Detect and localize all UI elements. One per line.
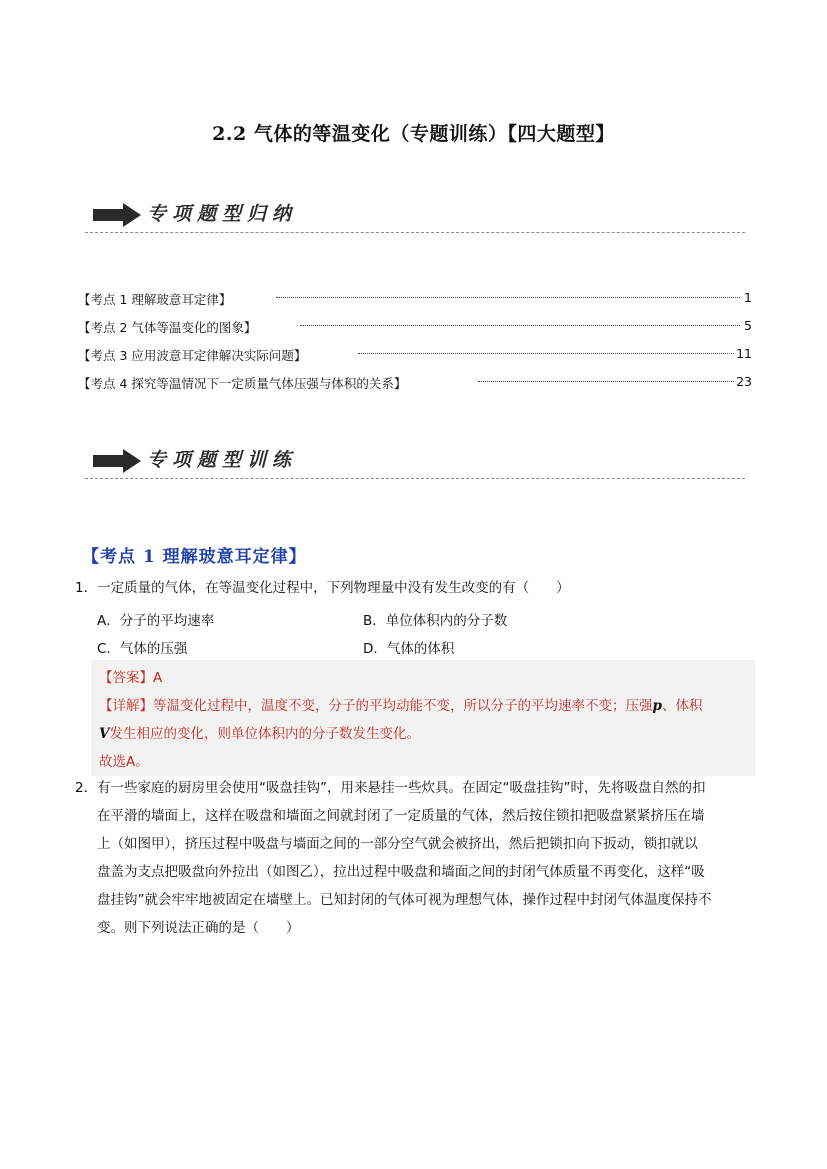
question-1 <box>75 574 570 602</box>
toc-leader <box>478 381 734 382</box>
toc-page-number: 5 <box>744 318 752 333</box>
detail-text: 发生相应的变化，则单位体积内的分子数发生变化。 <box>109 726 420 742</box>
question-line: 盘挂钩”就会牢牢地被固定在墙壁上。已知封闭的气体可视为理想气体，操作过程中封闭气体温度保持不 <box>97 892 712 908</box>
question-line: 变。则下列说法正确的是（ ） <box>97 920 300 936</box>
toc-item-3[interactable] <box>78 346 752 364</box>
conclusion-text: 故选A。 <box>99 754 149 770</box>
conclusion-line <box>99 750 149 770</box>
toc-item-text: 【考点 1 理解玻意耳定律】 <box>78 292 232 307</box>
dashed-divider <box>85 232 745 233</box>
question-2-number: 2． <box>75 780 98 796</box>
variable-p: p <box>652 698 662 714</box>
toc-item-4[interactable] <box>78 374 752 392</box>
answer-tag: 【答案】 <box>99 670 153 686</box>
option-b[interactable]: B．单位体积内的分子数 <box>363 613 508 629</box>
option-d[interactable]: D．气体的体积 <box>363 641 455 657</box>
detail-text: 等温变化过程中，温度不变，分子的平均动能不变，所以分子的平均速率不变；压强 <box>153 698 653 714</box>
toc-item-2[interactable] <box>78 318 752 336</box>
detail-text: 、体积 <box>661 698 703 714</box>
toc-page-number: 11 <box>736 346 752 361</box>
question-number: 1． <box>75 580 98 596</box>
section-banner-summary <box>85 197 745 233</box>
banner-label: 专项题型归纳 <box>147 203 298 225</box>
toc-item-1[interactable] <box>78 290 752 308</box>
option-c[interactable]: C．气体的压强 <box>97 641 188 657</box>
variable-v: V <box>99 726 110 742</box>
arrow-icon <box>93 449 141 473</box>
detail-line-1 <box>99 694 702 714</box>
toc-page-number: 1 <box>744 290 752 305</box>
answer-line <box>99 666 162 686</box>
toc-page-number: 23 <box>736 374 752 389</box>
answer-value: A <box>153 670 163 686</box>
question-stem: 一定质量的气体，在等温变化过程中，下列物理量中没有发生改变的有（ ） <box>97 580 570 596</box>
detail-line-2 <box>99 722 420 742</box>
question-line: 有一些家庭的厨房里会使用“吸盘挂钩”，用来悬挂一些炊具。在固定“吸盘挂钩”时，先将吸盘自然的扣 <box>97 780 706 796</box>
banner-label: 专项题型训练 <box>147 449 298 471</box>
question-2-text <box>97 774 762 942</box>
toc-leader <box>358 353 734 354</box>
question-line: 盘盖为支点把吸盘向外拉出（如图乙），拉出过程中吸盘和墙面之间的封闭气体质量不再变化，这样“吸 <box>97 864 705 880</box>
dashed-divider <box>85 478 745 479</box>
arrow-icon <box>93 203 141 227</box>
section-heading: 【考点 1 理解玻意耳定律】 <box>82 547 307 567</box>
toc-item-text: 【考点 4 探究等温情况下一定质量气体压强与体积的关系】 <box>78 376 407 391</box>
toc-item-text: 【考点 2 气体等温变化的图象】 <box>78 320 257 335</box>
page-title: 2.2 气体的等温变化（专题训练）【四大题型】 <box>212 123 615 145</box>
question-line: 在平滑的墙面上，这样在吸盘和墙面之间就封闭了一定质量的气体，然后按住锁扣把吸盘紧紧挤压在墙 <box>97 808 705 824</box>
answer-box <box>91 660 755 776</box>
detail-tag: 【详解】 <box>99 698 153 714</box>
option-a[interactable]: A．分子的平均速率 <box>97 613 215 629</box>
question-line: 上（如图甲），挤压过程中吸盘与墙面之间的一部分空气就会被挤出，然后把锁扣向下扳动，锁扣就以 <box>97 836 698 852</box>
toc-leader <box>300 325 740 326</box>
toc-leader <box>276 297 740 298</box>
toc-item-text: 【考点 3 应用波意耳定律解决实际问题】 <box>78 348 307 363</box>
section-banner-training <box>85 443 745 479</box>
